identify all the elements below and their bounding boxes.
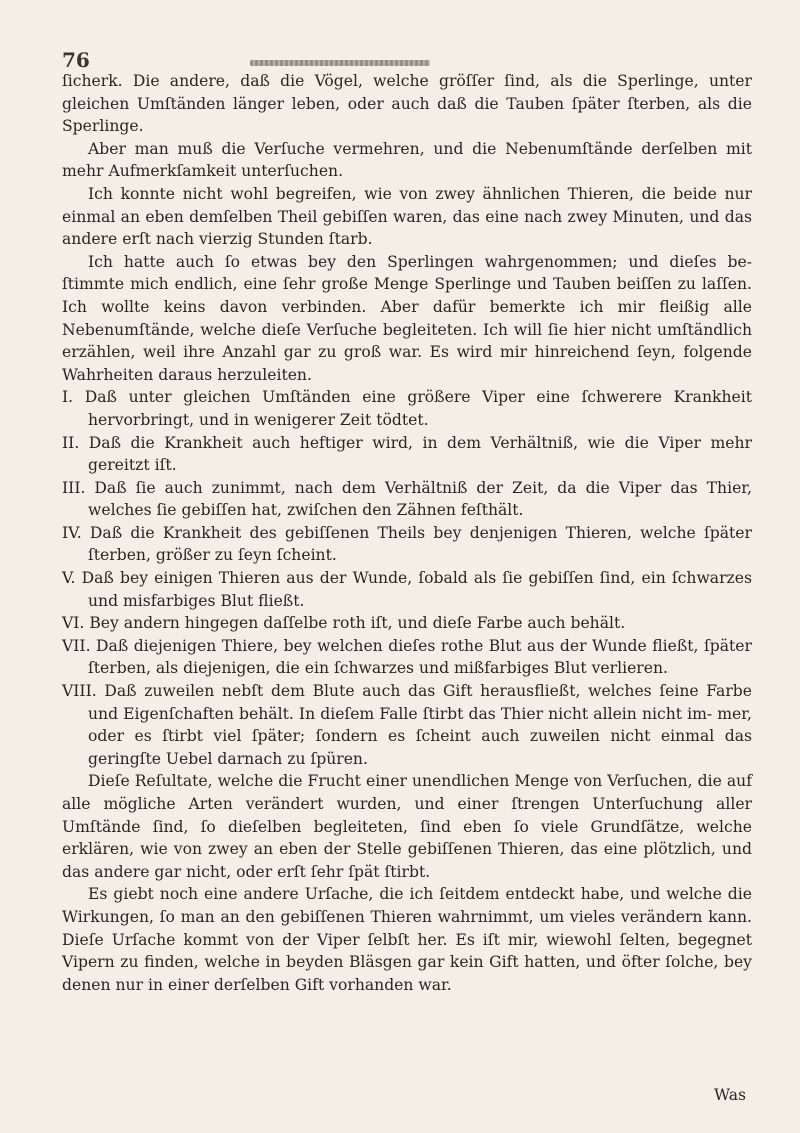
numbered-finding-5: V. Daß bey einigen Thieren aus der Wunde, ſobald als ſie gebiſſen ſind, ein ſchwarzes und misfarbiges Blut fließt. — [62, 569, 752, 610]
numbered-finding-8: VIII. Daß zuweilen nebſt dem Blute auch das Gift herausfließt, welches ſeine Farbe und Eigenſchaften behält. In dieſem Falle ſtirbt das Thier nicht allein nicht im- mer, oder es ſtirbt viel ſpäter; ſondern es ſcheint auch zuweilen nicht einmal das geringſte Uebel darnach zu ſpüren. — [62, 682, 752, 768]
numbered-finding-4: IV. Daß die Krankheit des gebiſſenen Theils bey denjenigen Thieren, welche ſpäter ſterben, größer zu ſeyn ſcheint. — [62, 523, 752, 565]
paragraph: Ich konnte nicht wohl begreifen, wie von zwey ähnlichen Thieren, die beide nur einmal an eben demſelben Theil gebiſſen waren, das eine nach zwey Minuten, und das andere erſt nach vierzig Stunden ſtarb. — [62, 184, 752, 249]
body-text — [62, 70, 752, 996]
paragraph: Es giebt noch eine andere Urſache, die ich ſeitdem entdeckt habe, und welche die Wirkungen, ſo man an den gebiſſenen Thieren wahrnimmt, um vieles verändern kann. Dieſe Urſache kommt von der Viper ſelbſt her. Es iſt mir, wiewohl ſelten, begegnet Vipern zu finden, welche in beyden Bläsgen gar kein Gift hatten, und öfter ſolche, bey denen nur in einer derſelben Gift vorhanden war. — [62, 885, 752, 994]
paragraph: Dieſe Reſultate, welche die Frucht einer unendlichen Menge von Verſuchen, die auf alle mögliche Arten verändert wurden, und einer ſtrengen Unterſuchung aller Umſtände ſind, ſo dieſelben begleiteten, ſind eben ſo viele Grundſätze, welche erklären, wie von zwey an eben der Stelle gebiſſenen Thieren, das eine plötzlich, und das andere gar nicht, oder erſt ſehr ſpät ſtirbt. — [62, 772, 752, 881]
catchword: Was — [714, 1086, 746, 1104]
numbered-finding-7: VII. Daß diejenigen Thiere, bey welchen dieſes rothe Blut aus der Wunde fließt, ſpäter ſterben, als diejenigen, die ein ſchwarzes und mißfarbiges Blut verlieren. — [62, 636, 752, 678]
numbered-finding-2: II. Daß die Krankheit auch heftiger wird, in dem Verhältniß, wie die Viper mehr gereitzt iſt. — [62, 433, 752, 475]
numbered-finding-3: III. Daß ſie auch zunimmt, nach dem Verhältniß der Zeit, da die Viper das Thier, welches ſie gebiſſen hat, zwiſchen den Zähnen feſthält. — [62, 478, 752, 520]
header-ornament-rule — [250, 60, 430, 66]
numbered-finding-1: I. Daß unter gleichen Umſtänden eine größere Viper eine ſchwerere Krankheit hervorbringt, und in wenigerer Zeit tödtet. — [62, 388, 752, 429]
page-number: 76 — [62, 48, 90, 72]
numbered-finding-6: VI. Bey andern hingegen daſſelbe roth iſt, und dieſe Farbe auch behält. — [62, 614, 626, 633]
paragraph: Aber man muß die Verſuche vermehren, und die Nebenumſtände derſelben mit mehr Aufmerkſamkeit unterſuchen. — [62, 139, 752, 181]
paragraph: Ich hatte auch ſo etwas bey den Sperlingen wahrgenommen; und dieſes be- ſtimmte mich endlich, eine ſehr große Menge Sperlinge und Tauben beiſſen zu laſſen. Ich wollte keins davon verbinden. Aber dafür bemerkte ich mir fleißig alle Nebenumſtände, welche dieſe Verſuche begleiteten. Ich will ſie hier nicht umſtändlich erzählen, weil ihre Anzahl gar zu groß war. Es wird mir hinreichend ſeyn, folgende Wahrheiten daraus herzuleiten. — [62, 252, 752, 384]
paragraph: ſicherk. Die andere, daß die Vögel, welche gröſſer ſind, als die Sperlinge, unter gleichen Umſtänden länger leben, oder auch daß die Tauben ſpäter ſterben, als die Sperlinge. — [62, 72, 752, 136]
